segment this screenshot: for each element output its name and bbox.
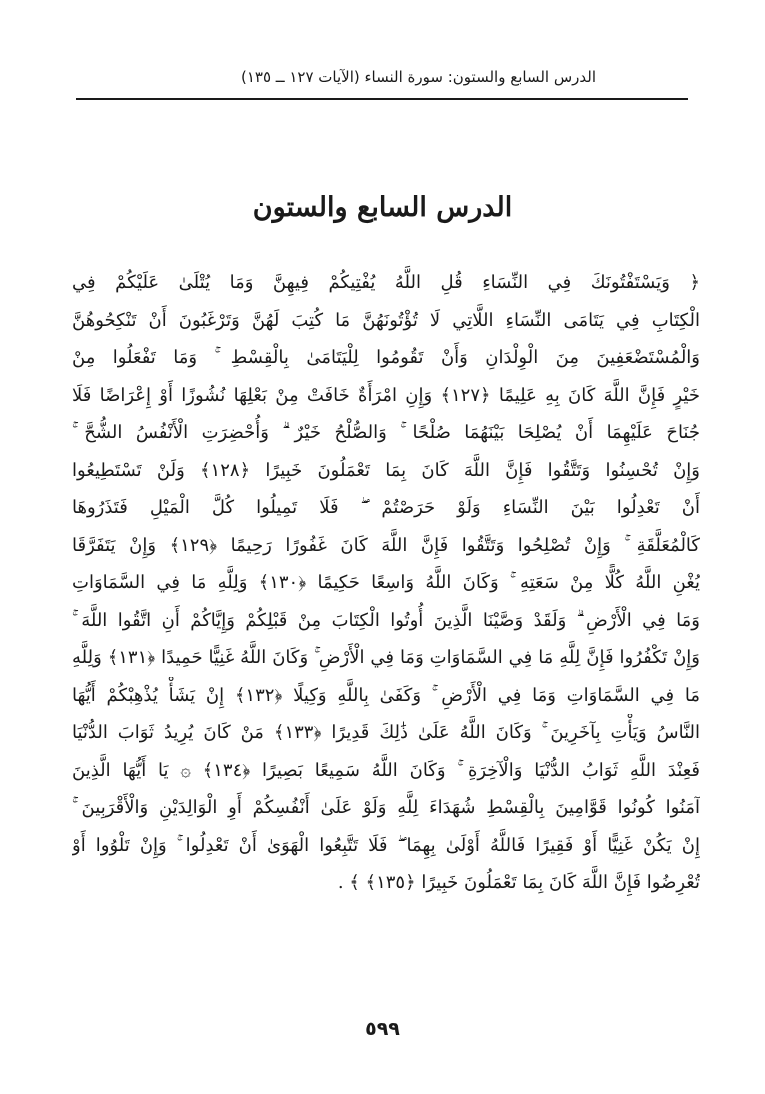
verses-block (72, 264, 700, 902)
verse-line: مَا فِي السَّمَاوَاتِ وَمَا فِي الْأَرْضِ ۚ وَكَفَىٰ بِاللَّهِ وَكِيلًا ﴿١٣٢﴾ إِنْ يَشَأْ يُذْهِبْكُمْ أَيُّهَا (72, 684, 700, 706)
running-header: الدرس السابع والستون: سورة النساء (الآيات ١٢٧ ــ ١٣٥) (241, 68, 596, 86)
verse-line: يُغْنِ اللَّهُ كُلًّا مِنْ سَعَتِهِ ۚ وَكَانَ اللَّهُ وَاسِعًا حَكِيمًا ﴿١٣٠﴾ وَلِلَّهِ مَا فِي السَّمَاوَاتِ (72, 572, 700, 593)
verse-line: الْكِتَابِ فِي يَتَامَى النِّسَاءِ اللَّاتِي لَا تُؤْتُونَهُنَّ مَا كُتِبَ لَهُنَّ وَتَرْغَبُونَ أَنْ تَنْكِحُوهُنَّ (72, 309, 700, 331)
verse-line: وَإِنْ تَكْفُرُوا فَإِنَّ لِلَّهِ مَا فِي السَّمَاوَاتِ وَمَا فِي الْأَرْضِ ۚ وَكَانَ اللَّهُ غَنِيًّا حَمِيدًا ﴿١٣١﴾ وَلِلَّهِ (72, 647, 700, 668)
verse-line: أَنْ تَعْدِلُوا بَيْنَ النِّسَاءِ وَلَوْ حَرَصْتُمْ ۖ فَلَا تَمِيلُوا كُلَّ الْمَيْلِ فَتَذَرُوهَا (72, 497, 700, 518)
verse-line: تُعْرِضُوا فَإِنَّ اللَّهَ كَانَ بِمَا تَعْمَلُونَ خَبِيرًا ﴿١٣٥﴾ ﴾ . (337, 872, 700, 893)
verse-line: جُنَاحَ عَلَيْهِمَا أَنْ يُصْلِحَا بَيْنَهُمَا صُلْحًا ۚ وَالصُّلْحُ خَيْرٌ ۗ وَأُحْضِرَتِ الْأَنْفُسُ الشُّحَّ ۚ (72, 422, 700, 443)
verse-line: فَعِنْدَ اللَّهِ ثَوَابُ الدُّنْيَا وَالْآخِرَةِ ۚ وَكَانَ اللَّهُ سَمِيعًا بَصِيرًا ﴿١٣٤﴾ ۞ يَا أَيُّهَا الَّذِينَ (72, 759, 700, 781)
verse-line: كَالْمُعَلَّقَةِ ۚ وَإِنْ تُصْلِحُوا وَتَتَّقُوا فَإِنَّ اللَّهَ كَانَ غَفُورًا رَحِيمًا ﴿١٢٩﴾ وَإِنْ يَتَفَرَّقَا (72, 534, 700, 556)
page-number: ٥٩٩ (365, 1018, 400, 1040)
lesson-title: الدرس السابع والستون (252, 192, 513, 223)
verse-line: وَالْمُسْتَضْعَفِينَ مِنَ الْوِلْدَانِ وَأَنْ تَقُومُوا لِلْيَتَامَىٰ بِالْقِسْطِ ۚ وَمَا تَفْعَلُوا مِنْ (72, 347, 700, 368)
verse-line: وَمَا فِي الْأَرْضِ ۗ وَلَقَدْ وَصَّيْنَا الَّذِينَ أُوتُوا الْكِتَابَ مِنْ قَبْلِكُمْ وَإِيَّاكُمْ أَنِ اتَّقُوا اللَّهَ ۚ (72, 609, 700, 631)
verse-line: إِنْ يَكُنْ غَنِيًّا أَوْ فَقِيرًا فَاللَّهُ أَوْلَىٰ بِهِمَا ۖ فَلَا تَتَّبِعُوا الْهَوَىٰ أَنْ تَعْدِلُوا ۚ وَإِنْ تَلْوُوا أَوْ (72, 834, 700, 856)
verse-line: النَّاسُ وَيَأْتِ بِآخَرِينَ ۚ وَكَانَ اللَّهُ عَلَىٰ ذَٰلِكَ قَدِيرًا ﴿١٣٣﴾ مَنْ كَانَ يُرِيدُ ثَوَابَ الدُّنْيَا (72, 722, 700, 743)
verse-line: ﴿ وَيَسْتَفْتُونَكَ فِي النِّسَاءِ قُلِ اللَّهُ يُفْتِيكُمْ فِيهِنَّ وَمَا يُتْلَىٰ عَلَيْكُمْ فِي (72, 272, 700, 293)
verse-line: وَإِنْ تُحْسِنُوا وَتَتَّقُوا فَإِنَّ اللَّهَ كَانَ بِمَا تَعْمَلُونَ خَبِيرًا ﴿١٢٨﴾ وَلَنْ تَسْتَطِيعُوا (72, 459, 700, 481)
header-rule (76, 98, 688, 100)
verse-line: خَيْرٍ فَإِنَّ اللَّهَ كَانَ بِهِ عَلِيمًا ﴿١٢٧﴾ وَإِنِ امْرَأَةٌ خَافَتْ مِنْ بَعْلِهَا نُشُوزًا أَوْ إِعْرَاضًا فَلَا (72, 384, 700, 406)
verse-line: آمَنُوا كُونُوا قَوَّامِينَ بِالْقِسْطِ شُهَدَاءَ لِلَّهِ وَلَوْ عَلَىٰ أَنْفُسِكُمْ أَوِ الْوَالِدَيْنِ وَالْأَقْرَبِينَ ۚ (72, 797, 700, 818)
